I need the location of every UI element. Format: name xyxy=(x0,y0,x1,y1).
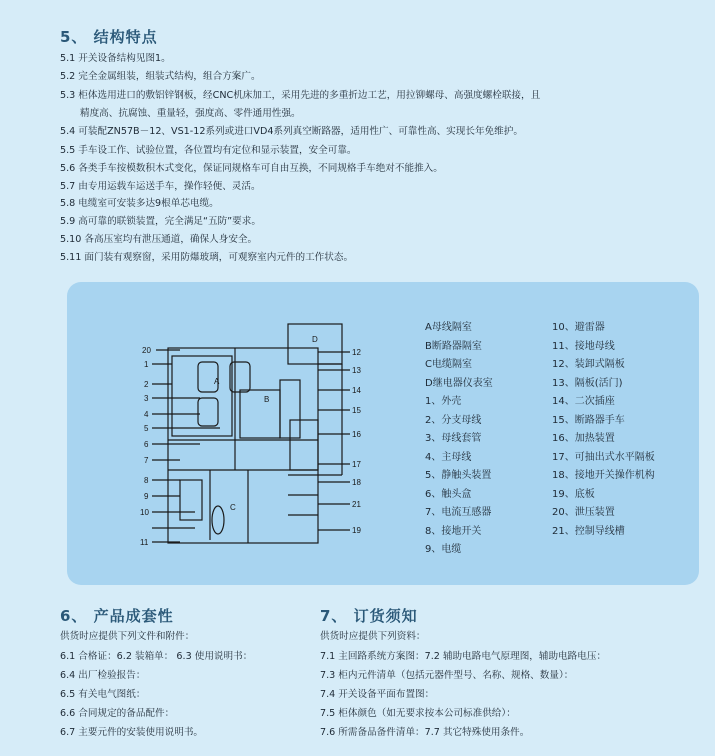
region-label-d: D xyxy=(312,335,318,344)
legend-item: 3、母线套管 xyxy=(425,433,482,444)
legend-item: 6、触头盒 xyxy=(425,489,472,500)
section5-line: 5.10 各高压室均有泄压通道，确保人身安全。 xyxy=(60,234,258,245)
legend-item: 7、电流互感器 xyxy=(425,507,492,518)
section7-line: 7.3 柜内元件清单（包括元器件型号、名称、规格、数量）： xyxy=(320,670,574,681)
callout-number: 8 xyxy=(144,476,149,485)
legend-item: 16、加热装置 xyxy=(552,433,615,444)
section6-line: 6.1 合格证：6.2 装箱单： 6.3 使用说明书： xyxy=(60,651,253,662)
section5-line: 5.8 电缆室可安装多达9根单芯电缆。 xyxy=(60,198,219,209)
legend-item: C电缆隔室 xyxy=(425,359,472,370)
legend-item: B断路器隔室 xyxy=(425,341,482,352)
section6-line: 6.6 合同规定的备品配件： xyxy=(60,708,175,719)
callout-number: 1 xyxy=(144,360,149,369)
callout-number: 16 xyxy=(352,430,361,439)
section5-line: 5.9 高可靠的联锁装置，完全满足“五防”要求。 xyxy=(60,216,261,227)
callout-number: 4 xyxy=(144,410,149,419)
legend-item: 8、接地开关 xyxy=(425,526,482,537)
callout-number: 3 xyxy=(144,394,149,403)
callout-number: 5 xyxy=(144,424,149,433)
callout-number: 18 xyxy=(352,478,361,487)
callout-number: 11 xyxy=(140,538,149,547)
legend-item: 4、主母线 xyxy=(425,452,472,463)
callout-number: 20 xyxy=(142,346,151,355)
legend-item: 12、装卸式隔板 xyxy=(552,359,625,370)
callout-number: 13 xyxy=(352,366,361,375)
legend-item: 9、电缆 xyxy=(425,544,462,555)
legend-item: 21、控制导线槽 xyxy=(552,526,625,537)
region-label-a: A xyxy=(214,377,220,386)
section7-title: 7、 订货须知 xyxy=(320,607,418,625)
section7-line: 7.1 主回路系统方案图：7.2 辅助电路电气原理图，辅助电路电压： xyxy=(320,651,607,662)
callout-number: 19 xyxy=(352,526,361,535)
section7-line: 7.4 开关设备平面布置图： xyxy=(320,689,435,700)
section6-line: 6.5 有关电气图纸： xyxy=(60,689,146,700)
callout-number: 6 xyxy=(144,440,149,449)
section6-line: 6.4 出厂检验报告： xyxy=(60,670,146,681)
callout-number: 10 xyxy=(140,508,149,517)
callout-number: 14 xyxy=(352,386,361,395)
section5-line: 5.4 可装配ZN57B－12、VS1-12系列或进口VD4系列真空断路器，适用性广、可靠性高、实现长年免维护。 xyxy=(60,126,523,137)
section5-line: 精度高、抗腐蚀、重量轻，强度高、零件通用性强。 xyxy=(80,108,301,119)
callout-number: 7 xyxy=(144,456,149,465)
legend-item: 19、底板 xyxy=(552,489,595,500)
legend-item: A母线隔室 xyxy=(425,322,472,333)
section5-line: 5.7 由专用运载车运送手车，操作轻便、灵活。 xyxy=(60,181,261,192)
callout-number: 17 xyxy=(352,460,361,469)
legend-item: 18、接地开关操作机构 xyxy=(552,470,655,481)
section7-line: 供货时应提供下列资料： xyxy=(320,631,426,642)
section5-title: 5、 结构特点 xyxy=(60,28,158,46)
section6-line: 6.7 主要元件的安装使用说明书。 xyxy=(60,727,204,738)
section6-line: 供货时应提供下列文件和附件： xyxy=(60,631,195,642)
legend-item: 2、分支母线 xyxy=(425,415,482,426)
callout-number: 2 xyxy=(144,380,149,389)
section5-line: 5.11 面门装有观察窗，采用防爆玻璃，可观察室内元件的工作状态。 xyxy=(60,252,354,263)
section5-line: 5.5 手车设工作、试验位置，各位置均有定位和显示装置，安全可靠。 xyxy=(60,145,357,156)
section5-line: 5.1 开关设备结构见图1。 xyxy=(60,53,171,64)
callout-number: 21 xyxy=(352,500,361,509)
legend-item: 5、静触头装置 xyxy=(425,470,492,481)
callout-number: 15 xyxy=(352,406,361,415)
legend-item: 20、泄压装置 xyxy=(552,507,615,518)
section5-line: 5.2 完全金属组装，组装式结构，组合方案广。 xyxy=(60,71,261,82)
section6-title: 6、 产品成套性 xyxy=(60,607,174,625)
section7-line: 7.6 所需备品备件清单：7.7 其它特殊使用条件。 xyxy=(320,727,530,738)
legend-item: 17、可抽出式水平隔板 xyxy=(552,452,655,463)
legend-item: 14、二次插座 xyxy=(552,396,615,407)
section5-line: 5.3 柜体选用进口的敷铝锌钢板，经CNC机床加工，采用先进的多重折边工艺，用拉铆螺母、高强度螺栓联接，且 xyxy=(60,90,541,101)
section5-line: 5.6 各类手车按模数积木式变化，保证同规格车可自由互换，不同规格手车绝对不能推入。 xyxy=(60,163,443,174)
legend-item: D继电器仪表室 xyxy=(425,378,493,389)
legend-item: 11、接地母线 xyxy=(552,341,615,352)
region-label-c: C xyxy=(230,503,236,512)
switchgear-cross-section-diagram xyxy=(140,320,380,550)
legend-item: 1、外壳 xyxy=(425,396,462,407)
legend-item: 13、隔板(活门) xyxy=(552,378,623,389)
callout-number: 9 xyxy=(144,492,149,501)
legend-item: 10、避雷器 xyxy=(552,322,605,333)
region-label-b: B xyxy=(264,395,270,404)
legend-item: 15、断路器手车 xyxy=(552,415,625,426)
callout-number: 12 xyxy=(352,348,361,357)
section7-line: 7.5 柜体颜色（如无要求按本公司标准供给）： xyxy=(320,708,516,719)
